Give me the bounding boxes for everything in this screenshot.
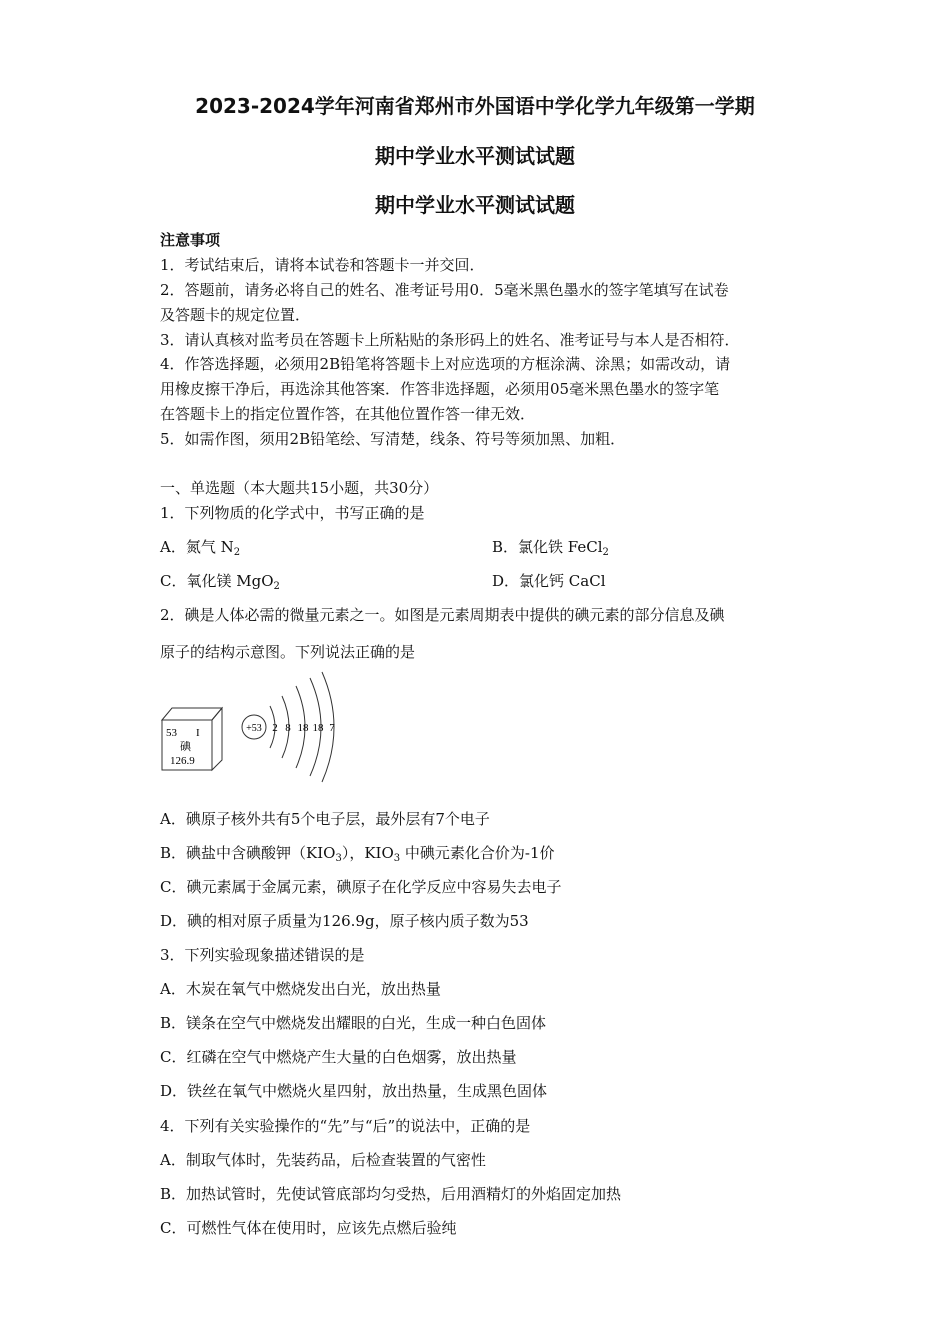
periodic-table-cell [162, 708, 222, 770]
question-3-option-d: D．铁丝在氧气中燃烧火星四射，放出热量，生成黑色固体 [160, 1082, 548, 1100]
question-2-option-d: D．碘的相对原子质量为126.9g，原子核内质子数为53 [160, 912, 529, 930]
notice-line: 2．答题前，请务必将自己的姓名、准考证号用0．5毫米黑色墨水的签字笔填写在试卷 [160, 281, 729, 299]
question-1-option-c: C．氧化镁 MgO$_2$ [160, 572, 280, 592]
notice-line: 及答题卡的规定位置． [160, 306, 311, 324]
question-4-stem: 4．下列有关实验操作的“先”与“后”的说法中，正确的是 [160, 1117, 531, 1135]
question-1-option-a: A．氮气 $N_2$ [160, 538, 241, 558]
question-2-option-b: B．碘盐中含碘酸钾$(KIO_3)$，$KIO_3$ 中碘元素化合价为-1价 [160, 844, 555, 864]
question-1-option-b: B．氯化铁 FeCl$_2$ [492, 538, 609, 558]
shell-electron-count: 18 [297, 722, 309, 734]
question-2-stem: 原子的结构示意图。下列说法正确的是 [160, 643, 416, 661]
shell-electron-count: 8 [285, 722, 291, 734]
notice-line: 4．作答选择题，必须用2B铅笔将答题卡上对应选项的方框涂满、涂黑；如需改动，请 [160, 355, 731, 373]
shell-electron-count: 2 [272, 722, 278, 734]
question-3-stem: 3．下列实验现象描述错误的是 [160, 946, 365, 964]
question-2-stem: 2．碘是人体必需的微量元素之一。如图是元素周期表中提供的碘元素的部分信息及碘 [160, 606, 725, 624]
notice-heading: 注意事项 [160, 231, 221, 249]
doc-title-line3: 期中学业水平测试试题 [375, 193, 575, 217]
question-4-option-a: A．制取气体时，先装药品，后检查装置的气密性 [160, 1151, 486, 1169]
atomic-number: 53 [166, 727, 177, 739]
shell-electron-count: 18 [312, 722, 324, 734]
question-2-option-a: A．碘原子核外共有5个电子层，最外层有7个电子 [160, 810, 490, 828]
notice-line: 用橡皮擦干净后，再选涂其他答案．作答非选择题，必须用05毫米黑色墨水的签字笔 [160, 380, 720, 398]
shell-electron-count: 7 [329, 722, 335, 734]
atomic-structure-diagram [242, 672, 335, 782]
question-3-option-b: B．镁条在空气中燃烧发出耀眼的白光，生成一种白色固体 [160, 1014, 547, 1032]
doc-title-line1: 2023-2024学年河南省郑州市外国语中学化学九年级第一学期 [195, 94, 755, 118]
question-4-option-c: C．可燃性气体在使用时，应该先点燃后验纯 [160, 1219, 457, 1237]
question-3-option-c: C．红磷在空气中燃烧产生大量的白色烟雾，放出热量 [160, 1048, 517, 1066]
question-2-option-c: C．碘元素属于金属元素，碘原子在化学反应中容易失去电子 [160, 878, 562, 896]
question-1-stem: 1．下列物质的化学式中，书写正确的是 [160, 504, 425, 522]
element-name: 碘 [180, 740, 191, 753]
iodine-element-diagram [158, 666, 348, 786]
notice-line: 3．请认真核对监考员在答题卡上所粘贴的条形码上的姓名、准考证号与本人是否相符． [160, 331, 740, 349]
atomic-mass: 126.9 [170, 755, 195, 767]
question-3-option-a: A．木炭在氧气中燃烧发出白光，放出热量 [160, 980, 441, 998]
question-1-option-d: D．氯化钙 CaCl [492, 572, 606, 590]
section-heading: 一、单选题（本大题共15小题，共30分） [160, 479, 439, 497]
notice-line: 1．考试结束后，请将本试卷和答题卡一并交回． [160, 256, 485, 274]
nucleus-charge: +53 [246, 723, 262, 734]
notice-line: 在答题卡上的指定位置作答，在其他位置作答一律无效． [160, 405, 536, 423]
doc-title-line2: 期中学业水平测试试题 [375, 144, 575, 168]
notice-line: 5．如需作图，须用2B铅笔绘、写清楚，线条、符号等须加黑、加粗． [160, 430, 626, 448]
question-4-option-b: B．加热试管时，先使试管底部均匀受热，后用酒精灯的外焰固定加热 [160, 1185, 622, 1203]
element-symbol: I [196, 727, 200, 739]
iodine-figure [158, 666, 348, 786]
